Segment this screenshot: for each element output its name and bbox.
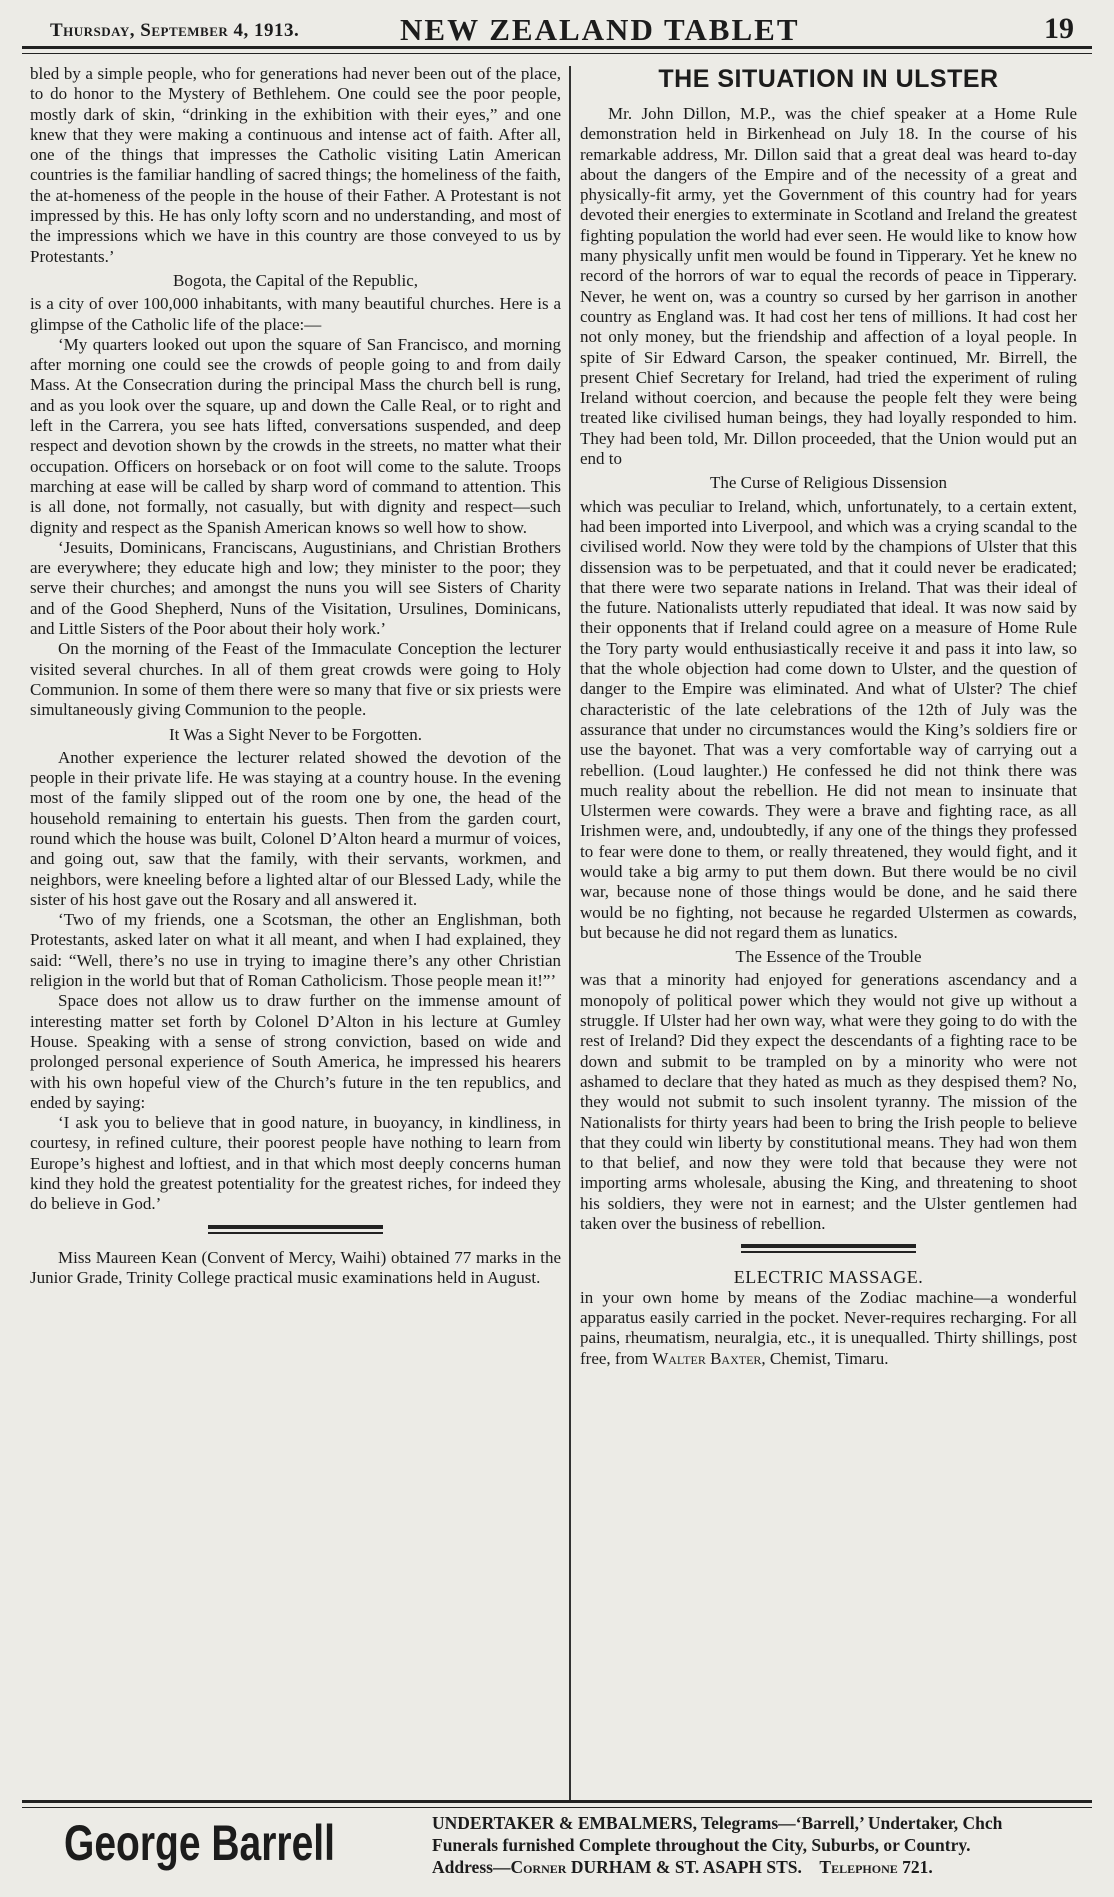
- subheading: The Essence of the Trouble: [735, 947, 922, 967]
- right-column: [580, 64, 1077, 1369]
- advert-merchant: Walter Baxter: [652, 1348, 762, 1368]
- article-headline: THE SITUATION IN ULSTER: [658, 65, 999, 93]
- paragraph: Miss Maureen Kean (Convent of Mercy, Waihi) obtained 77 marks in the Junior Grade, Trinity College practical music examinations held in August.: [30, 1247, 561, 1287]
- advertiser-details: [432, 1812, 1092, 1878]
- telephone-number: 721.: [897, 1857, 933, 1877]
- paragraph: Mr. John Dillon, M.P., was the chief speaker at a Home Rule demonstration held in Birkenhead on July 18. In the course of his remarkable address, Mr. Dillon said that a great deal was heard to-day about the dangers of the Empire and of the necessity of a great and physically-fit army, yet the Government of this country had for years devoted their energies to exterminate in Scotland and Ireland the greatest fighting population the world had ever seen. He would like to know how many physically unfit men would be found in Tipperary. Yet he knew no record of the horrors of war to equal the records of peace in Tipperary. Never, he went on, was a country so cursed by her garrison in another country as England was. It had cost her tens of millions. It had cost her not only money, but the friendship and affection of a loyal people. In spite of Sir Edward Carson, the speaker continued, Mr. Birrell, the present Chief Secretary for Ireland, had tried the experiment of ruling Ireland without coercion, and because the people felt they were being treated like civilised human beings, they had loyally responded to him. They had been told, Mr. Dillon proceeded, that the Union would put an end to: [580, 104, 1077, 469]
- paragraph: ‘Jesuits, Dominicans, Franciscans, Augustinians, and Christian Brothers are everywhere; they educate high and low; they minister to the poor; they serve their churches; and amongst the nuns you will see Sisters of Charity and of the Good Shepherd, Nuns of the Visitation, Ursulines, Dominicans, and Little Sisters of the Poor about their holy work.’: [30, 537, 561, 639]
- paragraph: was that a minority had enjoyed for generations ascendancy and a monopoly of political power which they would not give up without a struggle. If Ulster had her own way, what were they going to do with the rest of Ireland? Did they expect the descendants of a fighting race to be down and submit to be trampled on by a minority who were not ashamed to declare that they hated as much as they despised them? No, they would not submit to such insolent tyranny. The mission of the Nationalists for thirty years had been to bring the Irish people to believe that they could win liberty by constitutional means. They had won them to that belief, and now they were told that because they were not importing arms wholesale, abusing the King, and threatening to shoot his soldiers, they were not in earnest; and the Ulster gentlemen had taken over the business of rebellion.: [580, 970, 1077, 1234]
- paragraph: bled by a simple people, who for generations had never been out of the place, to do honor to the Mystery of Bethlehem. One could see the poor people, mostly dark of skin, “drinking in the exhibition with their eyes,” and one knew that they were making a continuous and intense act of faith. After all, one of the things that impresses the Catholic visiting Latin American countries is the familiar handling of sacred things; the homeliness of the faith, the at-homeness of the people in the house of their Father. A Protestant is not impressed by this. He has only lofty scorn and no understanding, and most of the impressions which we have in this country are those conveyed to us by Protestants.’: [30, 64, 561, 266]
- header-rule: [22, 46, 1092, 54]
- advert-text-tail: , Chemist, Timaru.: [761, 1348, 889, 1368]
- paragraph: ‘My quarters looked out upon the square of San Francisco, and morning after morning one could see the crowds of people going to and from daily Mass. At the Consecration during the principal Mass the church bell is rung, and as you look over the square, up and down the Calle Real, or to right and left in the Carrera, you see hats lifted, conversations suspended, and deep respect and devotion shown by the crowds in the streets, no matter what their occupation. Officers on horseback or on foot will come to the salute. Troops marching at ease will be called by sharp word of command to attention. This is all done, not formally, not casually, but with dignity and respect—such dignity and respect as the Spanish American knows so well how to show.: [30, 334, 561, 537]
- address-corner: Corner: [510, 1857, 567, 1877]
- newspaper-title: NEW ZEALAND TABLET: [400, 12, 800, 47]
- section-separator: [208, 1225, 383, 1234]
- left-column: [30, 64, 561, 1288]
- advert-line: Funerals furnished Complete throughout the City, Suburbs, or Country.: [432, 1835, 971, 1855]
- masthead: [22, 8, 1092, 48]
- address-streets: DURHAM & ST. ASAPH STS.: [566, 1857, 802, 1877]
- advert-line: UNDERTAKER & EMBALMERS, Telegrams—‘Barrell,’ Undertaker, Chch: [432, 1813, 1003, 1833]
- column-divider: [569, 66, 571, 1800]
- subheading: The Curse of Religious Dissension: [709, 473, 948, 493]
- footer-advert: [22, 1810, 1092, 1888]
- address-label: Address—: [432, 1857, 511, 1877]
- advert-text-body: in your own home by means of the Zodiac machine—a wonderful apparatus easily carried in the pocket. Never-requires recharging. For all pains, rheumatism, neuralgia, etc., it is unequalled. Thirty shillings, post free, from: [580, 1287, 1077, 1368]
- page-number: 19: [1044, 12, 1074, 45]
- issue-date: Thursday, September 4, 1913.: [50, 20, 300, 41]
- subheading: It Was a Sight Never to be Forgotten.: [169, 724, 422, 744]
- advertiser-name: George Barrell: [64, 1815, 335, 1871]
- footer-rule: [22, 1800, 1092, 1808]
- paragraph: On the morning of the Feast of the Immaculate Conception the lecturer visited several churches. In all of them great crowds were going to Holy Communion. In some of them there were so many that five or six priests were simultaneously giving Communion to the people.: [30, 639, 561, 720]
- section-separator: [741, 1244, 916, 1253]
- advert-title: ELECTRIC MASSAGE.: [733, 1267, 924, 1288]
- advert-address-line: [432, 1856, 1092, 1878]
- subheading: Bogota, the Capital of the Republic,: [172, 270, 419, 290]
- telephone-label: Telephone: [819, 1857, 898, 1877]
- paragraph: ‘Two of my friends, one a Scotsman, the other an Englishman, both Protestants, asked later on what it all meant, and when I had explained, they said: “Well, there’s no use in trying to imagine there’s any other Christian religion in the world but that of Roman Catholicism. Those people mean it!”’: [30, 910, 561, 991]
- paragraph: Space does not allow us to draw further on the immense amount of interesting matter set forth by Colonel D’Alton in his lecture at Gumley House. Speaking with a sense of strong conviction, based on wide and prolonged personal experience of South America, he impressed his hearers with his own hopeful view of the Church’s future in the ten republics, and ended by saying:: [30, 991, 561, 1112]
- paragraph: Another experience the lecturer related showed the devotion of the people in their private life. He was staying at a country house. In the evening most of the family slipped out of the room one by one, the head of the household remaining to entertain his guests. Then from the garden court, round which the house was built, Colonel D’Alton heard a murmur of voices, and going out, saw that the family, with their servants, workmen, and neighbors, were kneeling before a lighted altar of our Blessed Lady, while the sister of his host gave out the Rosary and all answered it.: [30, 747, 561, 909]
- advert-text: [580, 1288, 1077, 1369]
- paragraph: ‘I ask you to believe that in good nature, in buoyancy, in kindliness, in courtesy, in refined culture, their poorest people have nothing to learn from Europe’s highest and loftiest, and in that which most deeply concerns human kind they hold the greatest potentiality for the greatest riches, for indeed they do believe in God.’: [30, 1113, 561, 1214]
- paragraph: which was peculiar to Ireland, which, unfortunately, to a certain extent, had been imported into Liverpool, and which was a crying scandal to the civilised world. Now they were told by the champions of Ulster that this dissension was to be perpetuated, and that it could never be eradicated; that there were two separate nations in Ireland. That was their ideal of the future. Nationalists utterly repudiated that ideal. It was now said by their opponents that if Ireland could agree on a measure of Home Rule the Tory party would enthusiastically receive it and pass it into law, so that the whole objection had come down to Ulster, and the question of danger to the Empire was eliminated. And what of Ulster? The chief characteristic of the late celebrations of the 12th of July was the assurance that under no circumstances would the King’s soldiers fire or use the bayonet. That was a very comfortable way of carrying out a rebellion. (Loud laughter.) He confessed he did not think there was much reality about the rebellion. He did not mean to insinuate that Ulstermen were cowards. They were a brave and fighting race, as all Irishmen were, and, undoubtedly, if any one of the things they professed to fear were done to them, or really threatened, they would fight, and it would take a big army to put them down. But there would be no civil war, because none of those things would be done, and he said there would be no fighting, not because he regarded Ulstermen as cowards, but because he did not regard them as lunatics.: [580, 496, 1077, 942]
- paragraph: is a city of over 100,000 inhabitants, with many beautiful churches. Here is a glimpse of the Catholic life of the place:—: [30, 294, 561, 334]
